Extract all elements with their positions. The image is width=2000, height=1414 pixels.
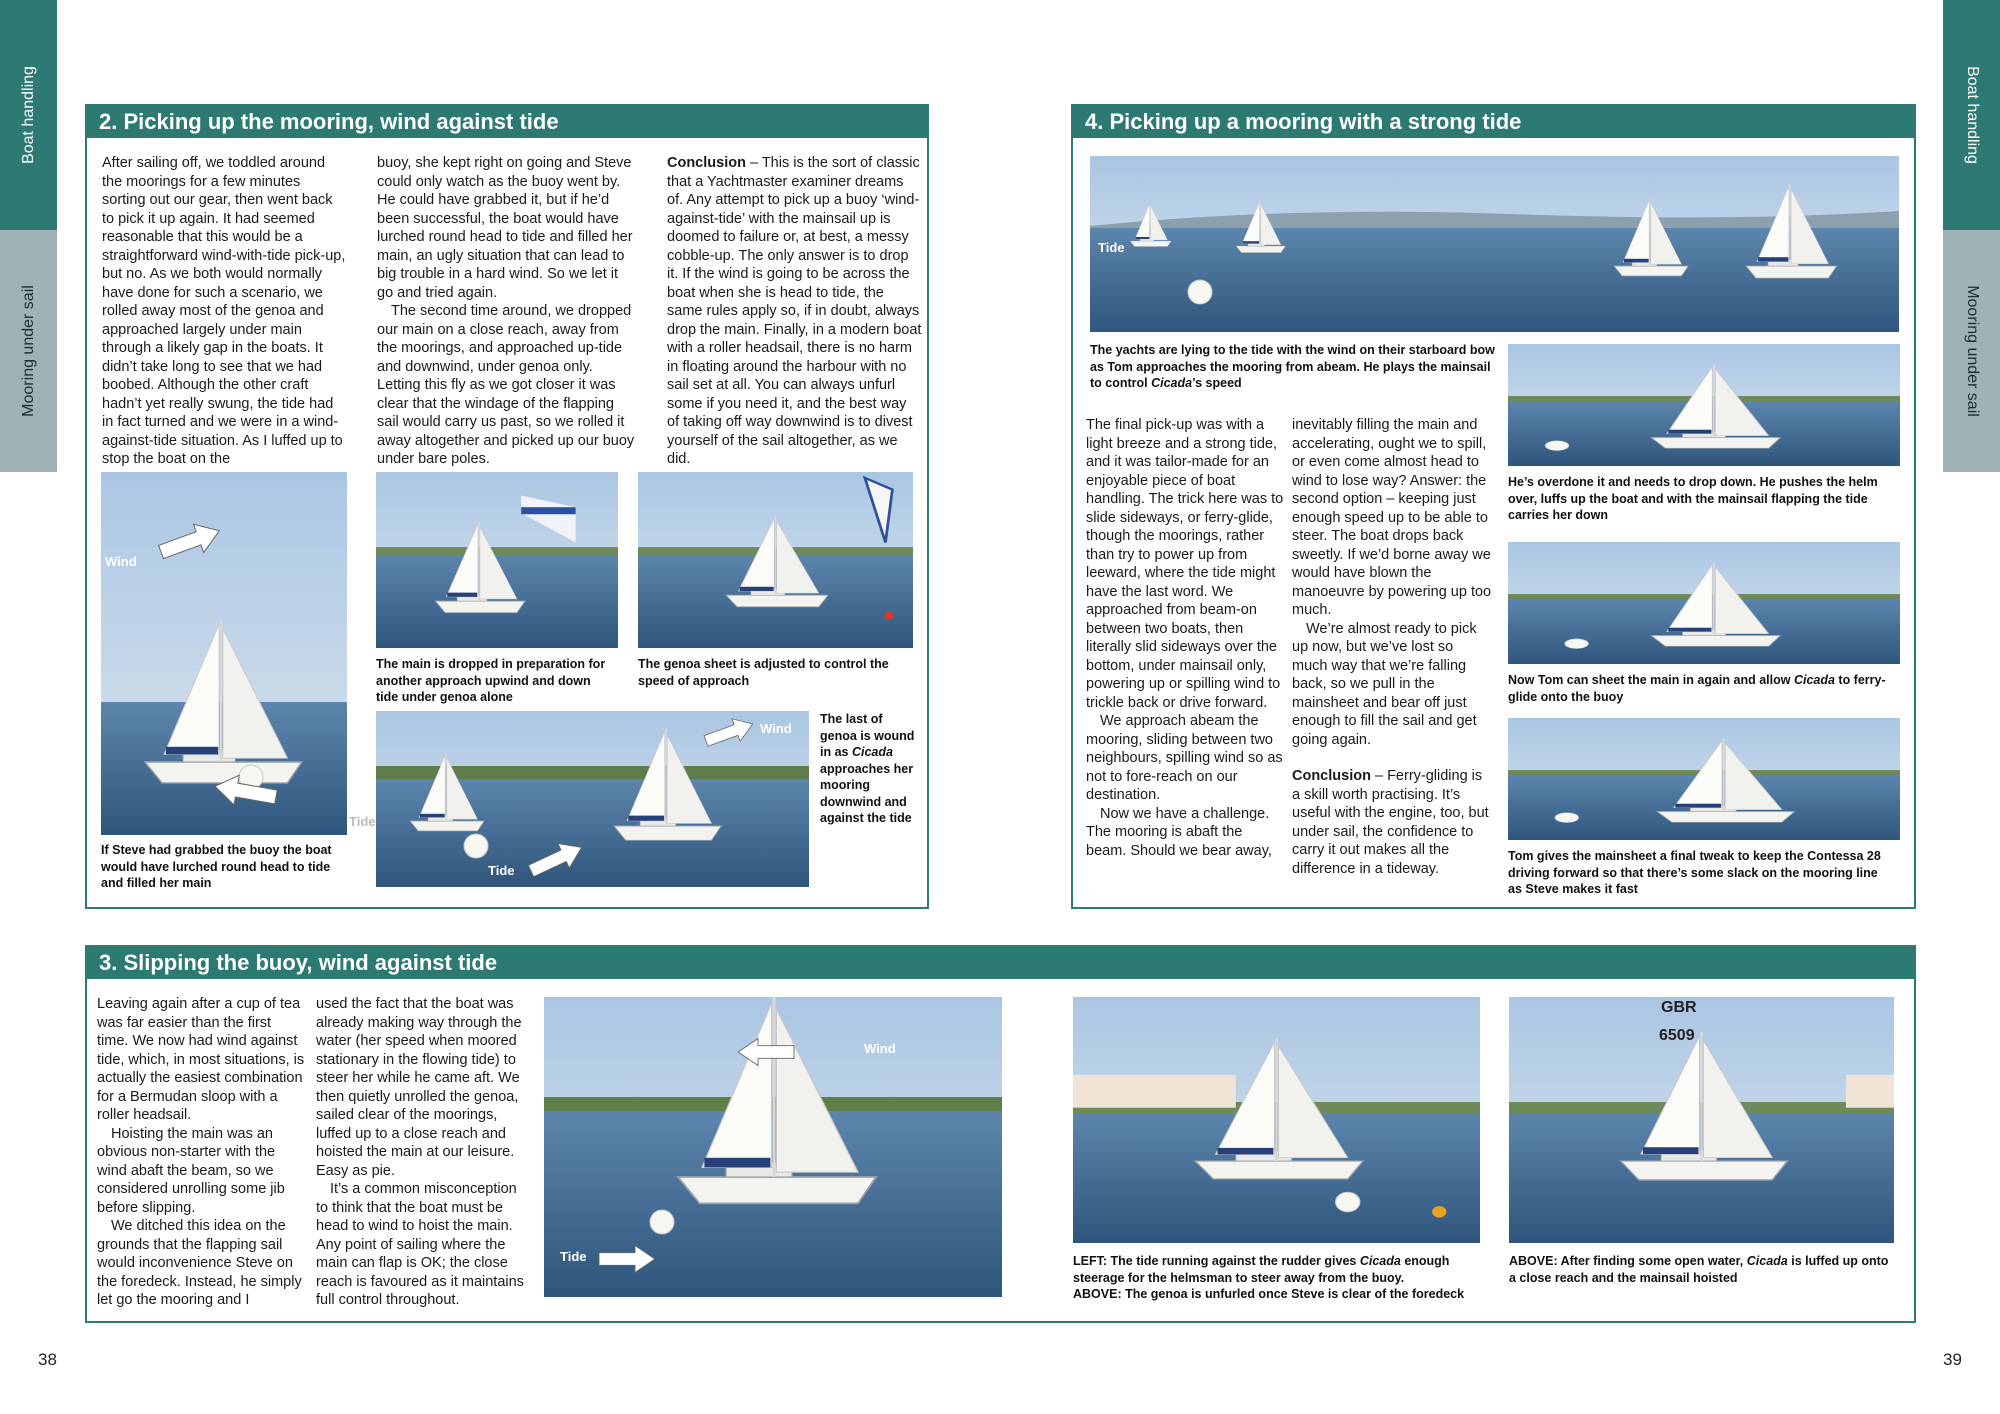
- right-tab-section: [1943, 0, 2000, 230]
- left-tab-section-label: Boat handling: [19, 66, 37, 164]
- photo-steve-tide-tag: Tide: [349, 814, 376, 829]
- caption-final-tweak: Tom gives the mainsheet a final tweak to keep the Contessa 28 driving forward so that there’s some slack on the mooring line as Steve makes it fast: [1508, 849, 1881, 896]
- section-3-header: [87, 947, 1914, 979]
- caption-above-close-reach: [1509, 1253, 1894, 1305]
- photo-slipping-wind-label: Wind: [864, 1041, 896, 1056]
- photo-yachts-tide: [1090, 156, 1899, 332]
- caption-left-part-2: enough steerage for the helmsman to steer away from the buoy.: [1073, 1254, 1450, 1285]
- left-tab-section: [0, 0, 57, 230]
- photo-steve-wind-label: Wind: [105, 554, 137, 569]
- caption-yachts: [1090, 342, 1500, 394]
- section-2-conclusion-text: – This is the sort of classic that a Yachtmaster examiner dreams of. Any attempt to pick up a buoy ‘wind-against-tide’ with the mainsail up is doomed to failure or, at best, a messy cobble-up. The only answer is to drop it. If the wind is going to be across the boat when she is head to tide, the same rules apply so, if in doubt, always drop the main. Finally, in a modern boat with a roller headsail, there is no harm in floating around the harbour with no sail set at all. You can always unfurl some if you need it, and the best way of taking off way downwind is to divest yourself of the sail altogether, as we did.: [667, 155, 922, 467]
- photo-last-genoa-tide-label: Tide: [488, 863, 515, 878]
- section-2-panel: [85, 104, 929, 909]
- photo-above-close-reach: [1509, 997, 1894, 1243]
- section-3-panel: [85, 945, 1916, 1323]
- caption-last-genoa-part-2: approaches her mooring downwind and against the tide: [820, 761, 914, 825]
- section-4-conclusion-text: – Ferry-gliding is a skill worth practising. It’s useful with the engine, too, but under sail, the confidence to carry it out makes all the difference in a tideway.: [1292, 768, 1489, 877]
- section-2-column-2: [377, 154, 637, 467]
- caption-now-tom-boat-name: Cicada: [1793, 673, 1835, 687]
- caption-left-boat-name: Cicada: [1359, 1254, 1401, 1268]
- section-2-column-3: [667, 154, 922, 467]
- section-3-col2-para-1: used the fact that the boat was already making way through the water (her speed when moored stationary in the flowing tide) to steer her while he came aft. We then quietly unrolled the genoa, sailed clear of the moorings, luffed up to a close reach and hoisted the main at our leisure. Easy as pie.: [316, 996, 522, 1179]
- section-3-col1-para-1: Leaving again after a cup of tea was far easier than the first time. We now had wind against tide, which, in most situations, is actually the easiest combination for a Bermudan sloop with a roller headsail.: [97, 996, 305, 1123]
- left-tab-topic: [0, 230, 57, 472]
- section-2-col2-para-2: The second time around, we dropped our main on a close reach, away from the moorings, and approached up-tide and downwind, under genoa only. Letting this fly as we got closer it was clear that the windage of the flapping sail would carry us past, so we rolled it away altogether and picked up our buoy under bare poles.: [377, 303, 635, 467]
- caption-genoa-sheet: The genoa sheet is adjusted to control the speed of approach: [638, 657, 889, 688]
- section-4-col2-para-1: inevitably filling the main and accelerating, ought we to spill, or even come almost head to wind to lose way? Answer: the second option – keeping just enough speed up to be able to steer. The boat drops back sweetly. If we’d borne away we would have blown the manoeuvre by powering up too much.: [1292, 417, 1492, 618]
- photo-left-steerage: [1073, 997, 1480, 1243]
- caption-steve: If Steve had grabbed the buoy the boat would have lurched round head to tide and filled her main: [101, 843, 332, 890]
- caption-last-genoa-part-1: The last of genoa is wound in as: [820, 712, 915, 759]
- photo-genoa-sheet: [638, 472, 913, 648]
- photo-now-tom: [1508, 542, 1900, 664]
- caption-yachts-boat-name: Cicada: [1151, 376, 1193, 390]
- photo-slipping-buoy: [544, 997, 1002, 1297]
- section-4-panel: [1071, 104, 1916, 909]
- caption-last-genoa-boat-name: Cicada: [851, 745, 893, 759]
- section-3-col1-para-2: Hoisting the main was an obvious non-starter with the wind abaft the beam, so we considered unrolling some jib before slipping.: [97, 1125, 285, 1216]
- page-number-left: 38: [38, 1350, 57, 1369]
- photo-sail-number-2: 6509: [1659, 1027, 1695, 1044]
- section-3-title: 3. Slipping the buoy, wind against tide: [99, 950, 498, 975]
- photo-main-dropped: [376, 472, 618, 648]
- section-2-title: 2. Picking up the mooring, wind against tide: [99, 109, 559, 134]
- section-2-header: [87, 106, 927, 138]
- section-4-col1-para-1: The final pick-up was with a light breeze and a strong tide, and it was tailor-made for an enjoyable piece of boat handling. The trick here was to slide sideways, or ferry-glide, though the moorings, rather than try to power up from leeward, where the tide might have the last word. We approached from beam-on between two boats, then literally slid sideways over the bottom, under mainsail only, powering up or spilling wind to trickle back or drive forward.: [1086, 417, 1284, 711]
- caption-yachts-part-1: The yachts are lying to the tide with the wind on their starboard bow as Tom approaches the mooring from abeam. He plays the mainsail to control: [1090, 343, 1495, 390]
- left-tab-topic-label: Mooring under sail: [19, 285, 37, 417]
- photo-sail-number-1: GBR: [1661, 999, 1697, 1016]
- section-3-column-2: [316, 995, 526, 1320]
- section-2-column-1: [102, 154, 347, 467]
- right-tab-topic: [1943, 230, 2000, 472]
- photo-slipping-tide-label: Tide: [560, 1249, 587, 1264]
- section-4-column-2: [1292, 416, 1492, 906]
- section-4-col2-para-2: We’re almost ready to pick up now, but we’ve lost so much way that we’re falling back, so we pull in the mainsheet and bear off just enough to fill the sail and get going again.: [1292, 620, 1477, 748]
- caption-above2-part-1: ABOVE: After finding some open water,: [1509, 1254, 1747, 1268]
- section-2-conclusion-heading: Conclusion: [667, 155, 746, 171]
- section-3-column-1: [97, 995, 305, 1320]
- caption-left-steerage: [1073, 1253, 1473, 1323]
- caption-now-tom-part-2: to ferry-glide onto the buoy: [1508, 673, 1886, 704]
- right-tab-topic-label: Mooring under sail: [1963, 285, 1981, 417]
- photo-overdone: [1508, 344, 1900, 466]
- section-2-col1-para: After sailing off, we toddled around the moorings for a few minutes sorting out our gear, then went back to pick it up again. It had seemed reasonable that this would be a straightforward wind-with-tide pick-up, but no. As we both would normally have done for such a scenario, we rolled away most of the genoa and approached largely under main through a likely gap in the boats. It didn’t take long to see that we had boobed. Although the other craft hadn’t yet really swung, the tide had in fact turned and we were in a wind-against-tide situation. As I luffed up to stop the boat on the: [102, 155, 346, 467]
- photo-yachts-tide-label: Tide: [1098, 240, 1125, 255]
- section-4-column-1: [1086, 416, 1284, 906]
- section-4-col1-para-3: Now we have a challenge. The mooring is abaft the beam. Should we bear away,: [1086, 805, 1272, 859]
- photo-last-genoa: [376, 711, 809, 887]
- caption-now-tom-part-1: Now Tom can sheet the main in again and allow: [1508, 673, 1794, 687]
- section-4-col1-para-2: We approach abeam the mooring, sliding between two neighbours, spilling wind so as not to fore-reach on our destination.: [1086, 713, 1283, 803]
- caption-last-genoa: [820, 711, 920, 831]
- section-4-header: [1073, 106, 1914, 138]
- photo-steve-buoy: [101, 472, 347, 835]
- caption-yachts-part-2: ’s speed: [1192, 376, 1242, 390]
- section-3-col1-para-3: We ditched this idea on the grounds that the flapping sail would inconvenience Steve on the foredeck. Instead, he simply let go the mooring and I: [97, 1218, 302, 1308]
- caption-above2-part-2: is luffed up onto a close reach and the mainsail hoisted: [1509, 1254, 1889, 1285]
- caption-above-genoa: ABOVE: The genoa is unfurled once Steve is clear of the foredeck: [1073, 1287, 1465, 1301]
- caption-overdone: He’s overdone it and needs to drop down. He pushes the helm over, luffs up the boat and with the mainsail flapping the tide carries her down: [1508, 475, 1878, 522]
- right-tab-section-label: Boat handling: [1963, 66, 1981, 164]
- section-3-col2-para-2: It’s a common misconception to think that the boat must be head to wind to hoist the main. Any point of sailing where the main can flap is OK; the close reach is favoured as it maintains full control throughout.: [316, 1181, 524, 1308]
- page-number-right: 39: [1943, 1350, 1962, 1369]
- caption-left-part-1: LEFT: The tide running against the rudder gives: [1073, 1254, 1360, 1268]
- photo-final-tweak: [1508, 718, 1900, 840]
- photo-last-genoa-wind-label: Wind: [760, 721, 792, 736]
- caption-main-dropped: The main is dropped in preparation for another approach upwind and down tide under genoa alone: [376, 657, 606, 704]
- caption-above2-boat-name: Cicada: [1746, 1254, 1788, 1268]
- section-4-title: 4. Picking up a mooring with a strong tide: [1085, 109, 1522, 134]
- section-4-conclusion-heading: Conclusion: [1292, 768, 1371, 784]
- caption-now-tom: [1508, 672, 1888, 708]
- section-2-col2-para-1: buoy, she kept right on going and Steve could only watch as the buoy went by. He could have grabbed it, but if he’d been successful, the boat would have lurched round head to tide and filled her main, an ugly situation that can lead to big trouble in a hard wind. So we let it go and tried again.: [377, 155, 633, 301]
